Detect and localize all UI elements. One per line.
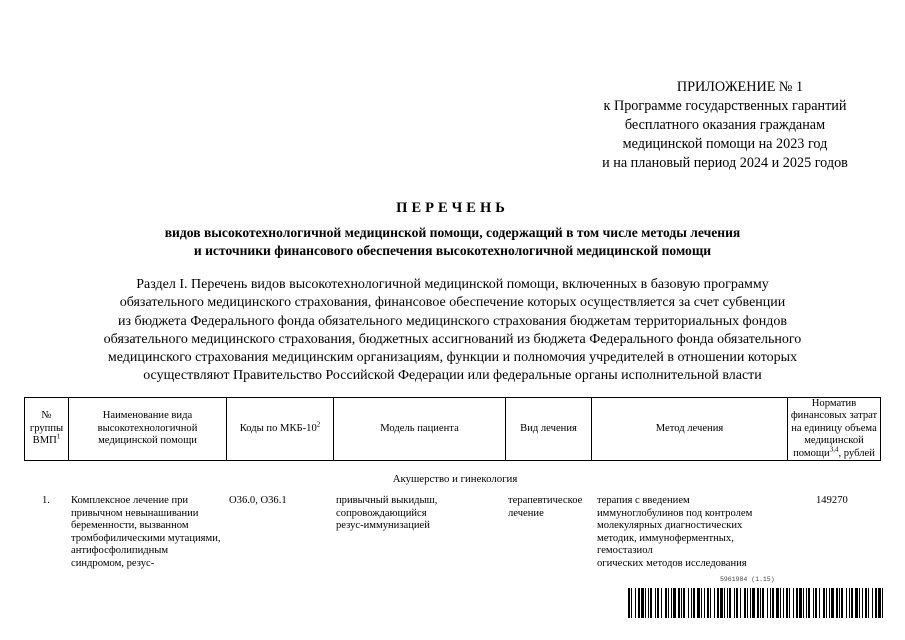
cell-line: методик, иммуноферментных, bbox=[597, 532, 734, 544]
header-treatment-type bbox=[505, 397, 591, 461]
header-text: Модель пациента bbox=[380, 422, 459, 434]
appendix-line: к Программе государственных гарантий bbox=[603, 98, 847, 114]
cell-line: резус-иммунизацией bbox=[336, 520, 430, 532]
header-text: группы bbox=[29, 422, 64, 434]
row-name bbox=[71, 495, 227, 571]
appendix-line: бесплатного оказания гражданам bbox=[624, 117, 826, 133]
group-heading: Акушерство и гинекология bbox=[392, 473, 518, 485]
barcode-image bbox=[628, 588, 885, 618]
row-patient-model bbox=[336, 495, 504, 533]
section-heading bbox=[30, 276, 875, 386]
section-line: обязательного медицинского страхования, финансовое обеспечение которых осуществляется за счет субвенции bbox=[119, 295, 786, 311]
row-number: 1. bbox=[42, 495, 50, 506]
header-treatment-method bbox=[591, 397, 787, 461]
cell-line: привычном невынашивании bbox=[71, 507, 199, 519]
header-text: Метод лечения bbox=[655, 422, 724, 434]
cell-line: Комплексное лечение при bbox=[71, 495, 189, 506]
subtitle-line: видов высокотехнологичной медицинской помощи, содержащий в том числе методы лечения bbox=[164, 225, 741, 240]
header-text: на единицу объема bbox=[791, 422, 877, 434]
section-line: из бюджета Федерального фонда обязательного медицинского страхования бюджетам территориальных фондов bbox=[118, 313, 787, 329]
cell-line: лечение bbox=[508, 507, 544, 519]
cell-line: гемостазиол bbox=[597, 545, 653, 557]
header-text: финансовых затрат bbox=[790, 410, 878, 422]
header-text: медицинской помощи bbox=[98, 435, 197, 447]
header-text: медицинской bbox=[804, 435, 864, 447]
header-icd-codes bbox=[226, 397, 333, 461]
barcode-label: 5961984 (1.15) bbox=[720, 576, 775, 583]
cell-line: синдромом, резус- bbox=[71, 557, 155, 569]
header-patient-model bbox=[333, 397, 505, 461]
appendix-number: ПРИЛОЖЕНИЕ № 1 bbox=[676, 79, 804, 95]
header-text: ВМП$^1$ bbox=[32, 432, 61, 447]
cell-line: тромбофилическими мутациями, bbox=[71, 532, 221, 544]
row-cost-norm: 149270 bbox=[816, 495, 848, 506]
document-subtitle bbox=[0, 224, 905, 260]
subtitle-line: и источники финансового обеспечения высокотехнологичной медицинской помощи bbox=[193, 243, 712, 258]
section-line: обязательного медицинского страхования, бюджетных ассигнований из бюджета Федерального фонда обязательного bbox=[103, 331, 802, 347]
cell-line: огических методов исследования bbox=[597, 557, 747, 569]
header-group-number bbox=[24, 397, 68, 461]
appendix-line: медицинской помощи на 2023 год bbox=[622, 136, 828, 152]
header-text: высокотехнологичной bbox=[97, 422, 198, 434]
cell-line: сопровождающийся bbox=[336, 507, 427, 519]
cell-line: терапевтическое bbox=[508, 495, 583, 506]
cell-line: молекулярных диагностических bbox=[597, 520, 743, 532]
row-treatment-type bbox=[508, 495, 592, 520]
section-line: осуществляют Правительство Российской Федерации или федеральные органы исполнительной власти bbox=[143, 368, 762, 384]
cell-line: терапия с введением bbox=[597, 495, 690, 506]
row-icd-codes: O36.0, O36.1 bbox=[229, 495, 287, 506]
cell-line: привычный выкидыш, bbox=[336, 495, 438, 506]
section-line: медицинского страхования медицинским организациям, функции и полномочия учредителей в отношении которых bbox=[107, 350, 798, 366]
header-text: № bbox=[41, 410, 52, 422]
section-line: Раздел I. Перечень видов высокотехнологичной медицинской помощи, включенных в базовую программу bbox=[136, 277, 769, 292]
header-text: Вид лечения bbox=[520, 422, 577, 434]
header-text: Норматив bbox=[811, 397, 857, 409]
cell-line: иммуноглобулинов под контролем bbox=[597, 507, 753, 519]
header-text: Наименование вида bbox=[102, 410, 193, 422]
cell-line: беременности, вызванном bbox=[71, 520, 189, 532]
document-title: ПЕРЕЧЕНЬ bbox=[396, 200, 509, 216]
appendix-header bbox=[560, 78, 890, 173]
row-treatment-method bbox=[597, 495, 787, 571]
appendix-line: и на плановый период 2024 и 2025 годов bbox=[602, 155, 848, 171]
header-text: помощи$^{3,4}$, рублей bbox=[793, 445, 875, 459]
header-name bbox=[68, 397, 226, 461]
header-text: Коды по МКБ-$10^2$ bbox=[239, 420, 321, 434]
cell-line: антифосфолипидным bbox=[71, 545, 169, 557]
header-cost-norm bbox=[787, 397, 881, 461]
